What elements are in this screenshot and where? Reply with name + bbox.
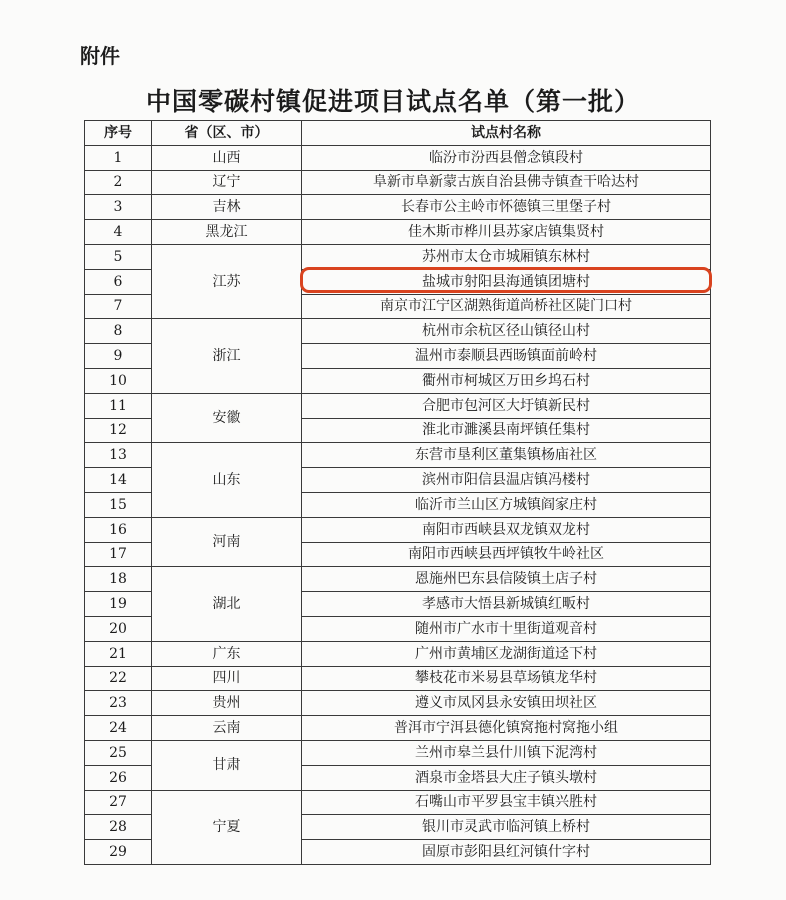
row-serial-number: 23 (85, 691, 152, 716)
row-village-name: 苏州市太仓市城厢镇东林村 (302, 244, 711, 269)
row-village-name: 攀枝花市米易县草场镇龙华村 (302, 666, 711, 691)
row-serial-number: 12 (85, 418, 152, 443)
row-village-name: 衢州市柯城区万田乡坞石村 (302, 368, 711, 393)
row-serial-number: 15 (85, 492, 152, 517)
row-province: 浙江 (152, 319, 302, 393)
row-village-name: 南阳市西峡县双龙镇双龙村 (302, 517, 711, 542)
table-row (85, 691, 711, 716)
row-serial-number: 19 (85, 592, 152, 617)
row-province: 辽宁 (152, 170, 302, 195)
row-serial-number: 28 (85, 815, 152, 840)
row-serial-number: 18 (85, 567, 152, 592)
row-province: 山东 (152, 443, 302, 517)
row-serial-number: 8 (85, 319, 152, 344)
table-body (85, 145, 711, 864)
table-row (85, 244, 711, 269)
row-serial-number: 2 (85, 170, 152, 195)
row-village-name: 临沂市兰山区方城镇阎家庄村 (302, 492, 711, 517)
row-village-name: 淮北市濉溪县南坪镇任集村 (302, 418, 711, 443)
row-serial-number: 24 (85, 716, 152, 741)
row-province: 四川 (152, 666, 302, 691)
row-village-name: 临汾市汾西县僧念镇段村 (302, 145, 711, 170)
row-village-name: 滨州市阳信县温店镇冯楼村 (302, 468, 711, 493)
row-serial-number: 11 (85, 393, 152, 418)
highlight-annotation (300, 267, 712, 293)
table-row (85, 641, 711, 666)
row-serial-number: 21 (85, 641, 152, 666)
row-village-name-highlighted: 盐城市射阳县海通镇团塘村 (302, 269, 711, 294)
table-row (85, 740, 711, 765)
row-serial-number: 22 (85, 666, 152, 691)
table-row (85, 567, 711, 592)
header-serial-number: 序号 (85, 121, 152, 146)
row-village-name: 广州市黄埔区龙湖街道迳下村 (302, 641, 711, 666)
row-province: 江苏 (152, 244, 302, 318)
row-serial-number: 5 (85, 244, 152, 269)
row-serial-number: 6 (85, 269, 152, 294)
row-village-name: 随州市广水市十里街道观音村 (302, 616, 711, 641)
row-province: 山西 (152, 145, 302, 170)
row-village-name: 东营市垦利区董集镇杨庙社区 (302, 443, 711, 468)
row-serial-number: 20 (85, 616, 152, 641)
table-row (85, 220, 711, 245)
table-header-row (85, 121, 711, 146)
row-province: 甘肃 (152, 740, 302, 790)
table-row (85, 716, 711, 741)
row-province: 云南 (152, 716, 302, 741)
table-row (85, 145, 711, 170)
row-serial-number: 17 (85, 542, 152, 567)
row-village-name: 恩施州巴东县信陵镇土店子村 (302, 567, 711, 592)
row-serial-number: 7 (85, 294, 152, 319)
row-province: 湖北 (152, 567, 302, 641)
row-village-name: 孝感市大悟县新城镇红畈村 (302, 592, 711, 617)
row-serial-number: 29 (85, 840, 152, 865)
row-village-name: 固原市彭阳县红河镇什字村 (302, 840, 711, 865)
row-serial-number: 25 (85, 740, 152, 765)
row-serial-number: 3 (85, 195, 152, 220)
row-village-name: 杭州市余杭区径山镇径山村 (302, 319, 711, 344)
row-serial-number: 27 (85, 790, 152, 815)
row-serial-number: 16 (85, 517, 152, 542)
table-row (85, 790, 711, 815)
pilot-list-table (84, 120, 711, 865)
row-province: 宁夏 (152, 790, 302, 864)
row-province: 河南 (152, 517, 302, 567)
row-serial-number: 10 (85, 368, 152, 393)
row-village-name: 石嘴山市平罗县宝丰镇兴胜村 (302, 790, 711, 815)
row-serial-number: 1 (85, 145, 152, 170)
table-row (85, 666, 711, 691)
row-serial-number: 4 (85, 220, 152, 245)
header-village-name: 试点村名称 (302, 121, 711, 146)
row-village-name: 阜新市阜新蒙古族自治县佛寺镇查干哈达村 (302, 170, 711, 195)
row-village-name: 佳木斯市桦川县苏家店镇集贤村 (302, 220, 711, 245)
row-province: 安徽 (152, 393, 302, 443)
row-village-name: 合肥市包河区大圩镇新民村 (302, 393, 711, 418)
row-village-name: 银川市灵武市临河镇上桥村 (302, 815, 711, 840)
row-province: 广东 (152, 641, 302, 666)
table-row (85, 393, 711, 418)
row-serial-number: 9 (85, 344, 152, 369)
row-village-name: 酒泉市金塔县大庄子镇头墩村 (302, 765, 711, 790)
row-village-name: 温州市泰顺县西旸镇面前岭村 (302, 344, 711, 369)
row-serial-number: 13 (85, 443, 152, 468)
table-row (85, 443, 711, 468)
row-village-name: 普洱市宁洱县德化镇窝拖村窝拖小组 (302, 716, 711, 741)
table-row (85, 170, 711, 195)
row-serial-number: 26 (85, 765, 152, 790)
table-row (85, 319, 711, 344)
header-province: 省（区、市） (152, 121, 302, 146)
document-title: 中国零碳村镇促进项目试点名单（第一批） (145, 87, 640, 116)
table-row (85, 517, 711, 542)
attachment-label: 附件 (80, 44, 120, 68)
row-village-name: 长春市公主岭市怀德镇三里堡子村 (302, 195, 711, 220)
row-province: 吉林 (152, 195, 302, 220)
row-province: 黑龙江 (152, 220, 302, 245)
row-province: 贵州 (152, 691, 302, 716)
row-serial-number: 14 (85, 468, 152, 493)
row-village-name: 南阳市西峡县西坪镇牧牛岭社区 (302, 542, 711, 567)
table-row (85, 195, 711, 220)
row-village-name: 南京市江宁区湖熟街道尚桥社区陡门口村 (302, 294, 711, 319)
row-village-name: 遵义市凤冈县永安镇田坝社区 (302, 691, 711, 716)
row-village-name: 兰州市皋兰县什川镇下泥湾村 (302, 740, 711, 765)
